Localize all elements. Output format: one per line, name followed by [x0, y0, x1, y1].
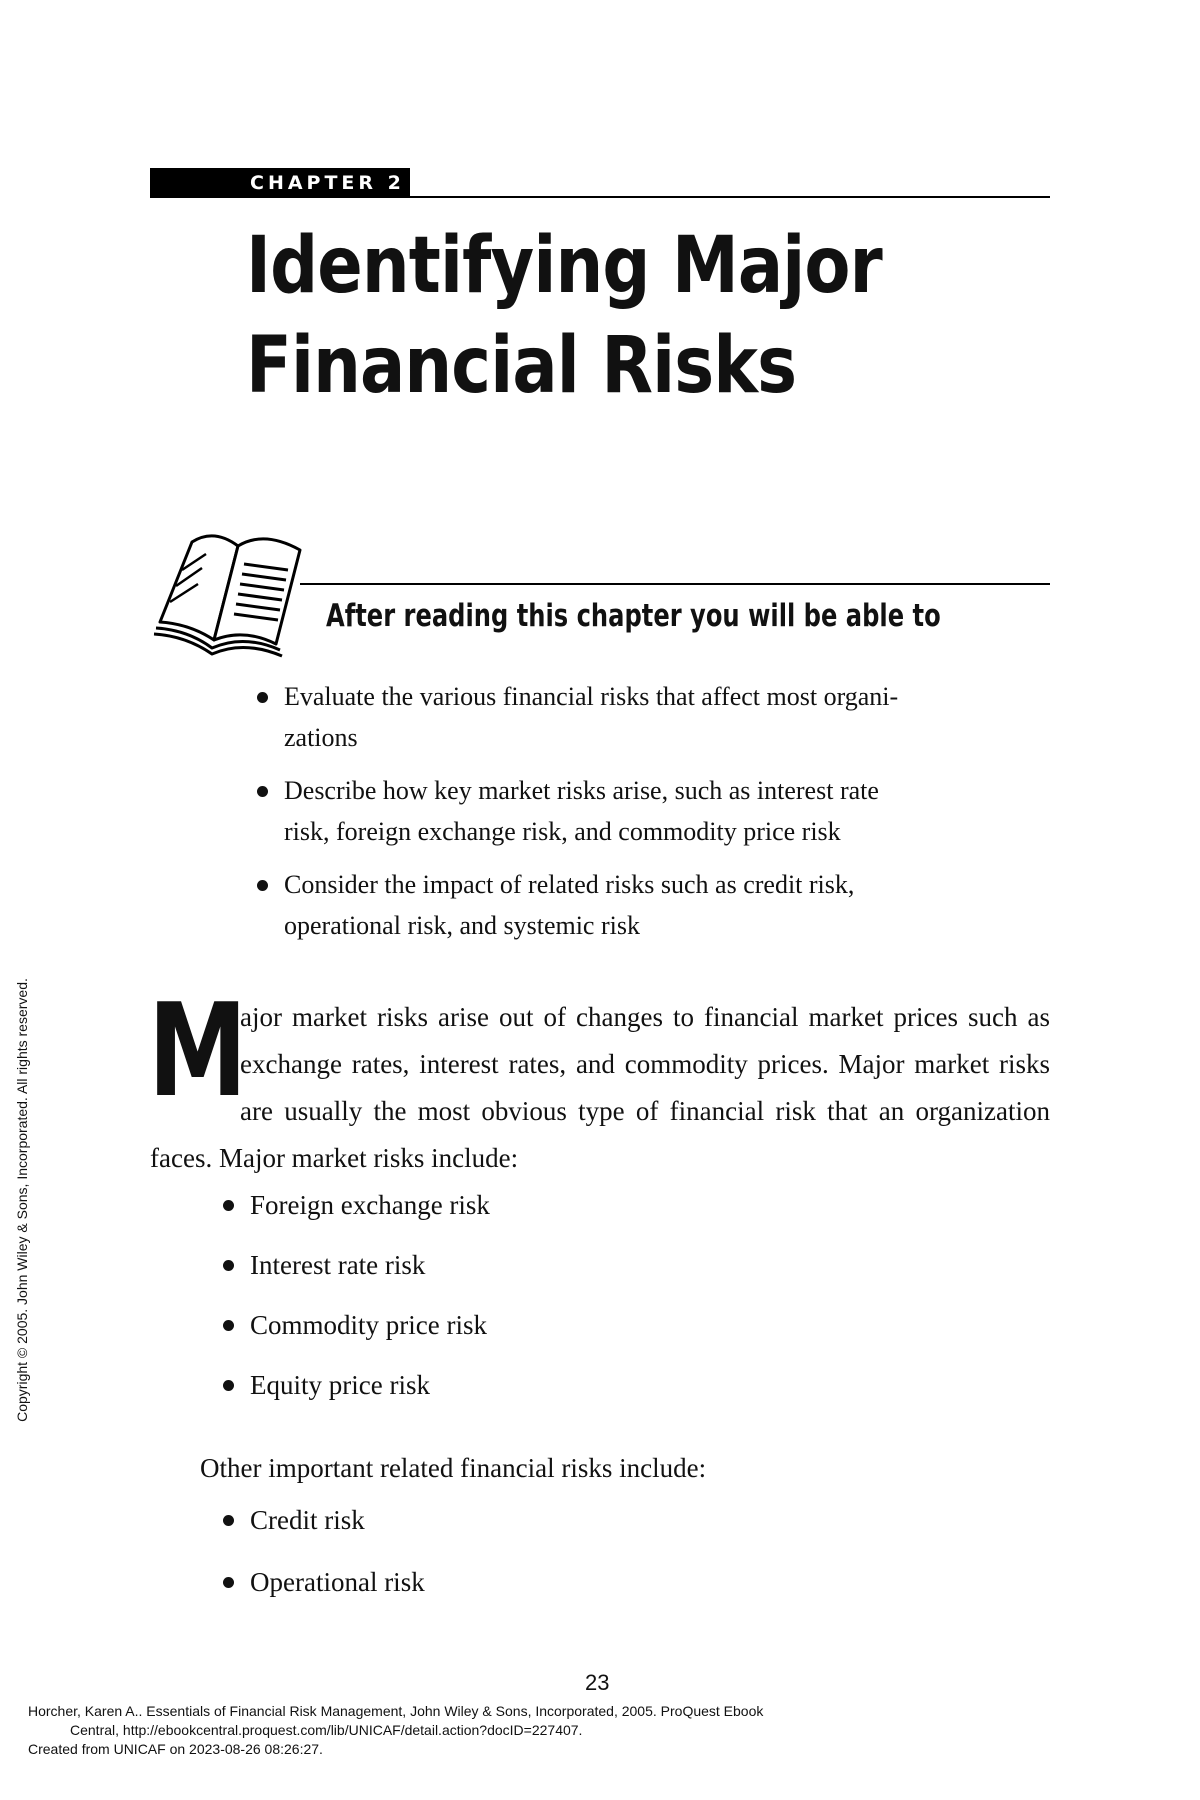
list-item: Consider the impact of related risks such as credit risk, operational risk, and systemic risk — [254, 864, 1034, 946]
list-item: Describe how key market risks arise, such as interest rate risk, foreign exchange risk, and commodity price risk — [254, 770, 1034, 852]
page-number: 23 — [585, 1670, 610, 1695]
chapter-title — [246, 216, 934, 416]
bullet-icon — [223, 1320, 234, 1331]
citation-line-3: Created from UNICAF on 2023-08-26 08:26:27. — [28, 1741, 323, 1757]
citation-line-2: Central, http://ebookcentral.proquest.com/lib/UNICAF/detail.action?docID=227407. — [70, 1722, 583, 1738]
open-book-icon — [152, 520, 322, 660]
bullet-icon — [223, 1260, 234, 1271]
paragraph-text: ajor market risks arise out of changes to financial market prices such as exchange rates, interest rates, and commodity prices. Major market risks are usually the most obvious type of financial risk that an organization faces. Major market risks include: — [150, 1002, 1050, 1173]
drop-cap: M — [148, 977, 248, 1126]
list-item: Commodity price risk — [220, 1305, 920, 1345]
bullet-icon — [257, 786, 268, 797]
bullet-icon — [223, 1577, 234, 1588]
citation-line-1: Horcher, Karen A.. Essentials of Financial Risk Management, John Wiley & Sons, Incorporated, 2005. ProQuest Ebook — [28, 1703, 764, 1719]
objectives-heading: After reading this chapter you will be able to — [326, 598, 941, 634]
objectives-list — [254, 676, 1034, 958]
chapter-title-line2: Financial Risks — [246, 321, 797, 411]
chapter-label: CHAPTER 2 — [150, 168, 410, 198]
citation-footer — [28, 1702, 763, 1759]
list-item: Operational risk — [220, 1562, 920, 1602]
list-item: Equity price risk — [220, 1365, 920, 1405]
bullet-icon — [223, 1515, 234, 1526]
list-item: Evaluate the various financial risks that affect most organi- zations — [254, 676, 1034, 758]
bullet-icon — [257, 692, 268, 703]
bullet-icon — [257, 880, 268, 891]
bullet-icon — [223, 1200, 234, 1211]
bullet-icon — [223, 1380, 234, 1391]
list-item: Foreign exchange risk — [220, 1185, 920, 1225]
list-item: Credit risk — [220, 1500, 920, 1540]
other-risks-intro: Other important related financial risks include: — [200, 1453, 707, 1483]
other-risks-list — [220, 1500, 920, 1624]
intro-paragraph — [148, 977, 1050, 1182]
market-risks-list — [220, 1185, 920, 1425]
objectives-rule — [300, 583, 1050, 585]
list-item: Interest rate risk — [220, 1245, 920, 1285]
chapter-title-line1: Identifying Major — [246, 221, 882, 311]
side-copyright-notice: Copyright © 2005. John Wiley & Sons, Incorporated. All rights reserved. — [14, 978, 30, 1422]
